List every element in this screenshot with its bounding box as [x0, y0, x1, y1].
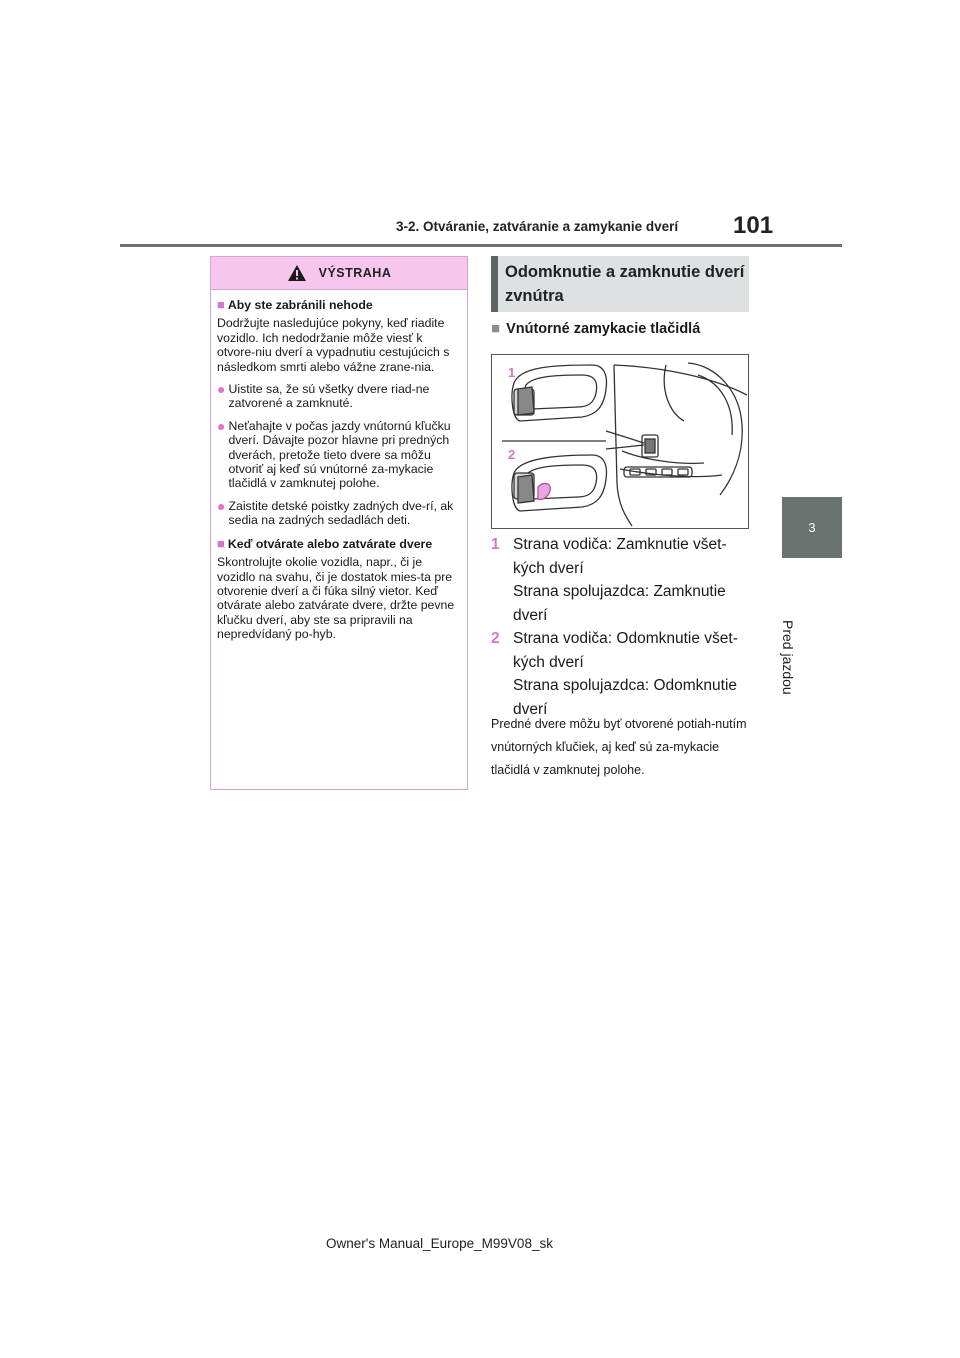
warning-triangle-icon [287, 264, 307, 282]
numbered-list [491, 533, 753, 721]
item-text: Strana spolujazdca: Zamknutie dverí [513, 583, 726, 624]
figure-label-1: 1 [508, 365, 516, 380]
chapter-number: 3 [808, 520, 816, 535]
subsection-heading: ■ Vnútorné zamykacie tlačidlá [491, 320, 701, 337]
warning-section-heading: ■ Keď otvárate alebo zatvárate dvere [217, 535, 433, 551]
figure-label-2: 2 [508, 447, 516, 462]
chapter-label [780, 620, 810, 770]
square-bullet-icon: ■ [217, 535, 225, 551]
list-item [491, 533, 753, 627]
chapter-label-text: Pred jazdou [780, 620, 796, 695]
list-item [491, 627, 753, 721]
warning-paragraph: Skontrolujte okolie vozidla, napr., či je vozidlo na svahu, či je dostatok mies-ta pre otvorenie dverí a či fúka silný vietor. Keď otvárate alebo zatvárate dvere, držte pevne kľučku dverí, aby ste sa pripravili na nepredvídaný po-hyb. [217, 555, 455, 642]
chapter-tab [782, 497, 842, 558]
warning-paragraph: Dodržujte nasledujúce pokyny, keď riadite vozidlo. Ich nedodržanie môže viesť k otvore-niu dverí a vypadnutiu cestujúcich s následkom smrti alebo vážne zrane-nia. [217, 316, 450, 374]
warning-body [211, 290, 467, 642]
warning-header [211, 257, 467, 290]
item-text: Strana vodiča: Zamknutie všet-kých dverí [513, 536, 727, 577]
warning-section-heading: ■ Aby ste zabránili nehode [217, 297, 373, 312]
warning-bullet: ● Zaistite detské poistky zadných dve-rí, ak sedia na zadných sedadlách deti. [217, 497, 454, 528]
circle-bullet-icon: ● [217, 497, 226, 514]
header-divider [120, 244, 842, 247]
square-bullet-icon: ■ [217, 297, 225, 312]
door-lock-drawing [492, 355, 748, 528]
note-paragraph: Predné dvere môžu byť otvorené potiah-nutím vnútorných kľučiek, aj keď sú za-mykacie tlačidlá v zamknutej polohe. [491, 717, 747, 777]
warning-bullet: ● Neťahajte v počas jazdy vnútornú kľučku dverí. Dávajte pozor hlavne pri predných dverách, pretože tieto dvere sa môžu otvoriť aj keď sú vnútorné za-mykacie tlačidlá v zamknutej polohe. [217, 417, 451, 491]
page-number: 101 [733, 212, 774, 239]
footer-text: Owner's Manual_Europe_M99V08_sk [326, 1236, 553, 1251]
warning-title: VÝSTRAHA [318, 266, 392, 280]
door-lock-illustration [491, 354, 749, 529]
square-bullet-icon: ■ [491, 320, 501, 337]
item-number: 1 [491, 536, 500, 553]
item-number: 2 [491, 630, 500, 647]
warning-box [210, 256, 468, 790]
warning-bullet: ● Uistite sa, že sú všetky dvere riad-ne zatvorené a zamknuté. [217, 381, 430, 411]
circle-bullet-icon: ● [217, 381, 226, 398]
item-text: Strana vodiča: Odomknutie všet-kých dverí [513, 630, 738, 671]
section-heading-box [491, 256, 749, 312]
section-heading: Odomknutie a zamknutie dverí zvnútra [505, 263, 745, 305]
item-text: Strana spolujazdca: Odomknutie dverí [513, 677, 738, 718]
section-title: 3-2. Otváranie, zatváranie a zamykanie dverí [396, 219, 679, 234]
section-heading-bar [491, 256, 498, 312]
circle-bullet-icon: ● [217, 417, 226, 434]
